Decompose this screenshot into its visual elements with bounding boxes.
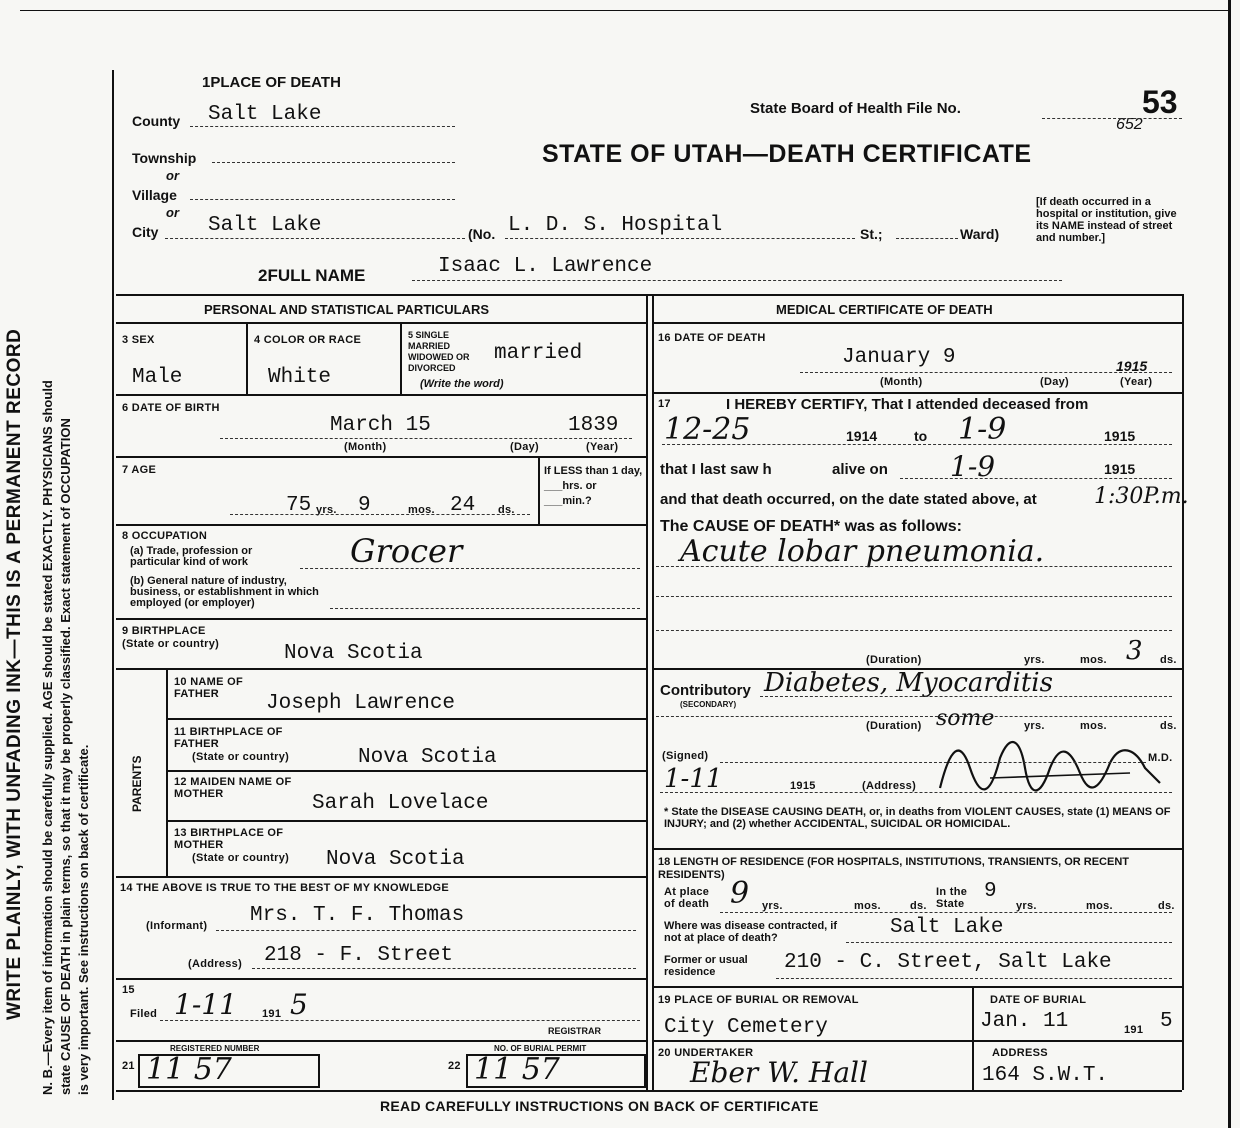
age-months: 9 (358, 494, 371, 517)
duration-ds-1: ds. (1160, 654, 1177, 666)
father-name-label: 10 NAME OF FATHER (174, 676, 244, 700)
personal-heading-rule (116, 322, 646, 324)
contracted-value: Salt Lake (890, 916, 1004, 939)
burial-place-label: 19 PLACE OF BURIAL OR REMOVAL (658, 994, 859, 1006)
cause-value: Acute lobar pneumonia. (680, 534, 1045, 569)
ward-line (896, 238, 958, 239)
sex-race-divider (246, 324, 248, 394)
contributory-line (760, 696, 1172, 697)
last-saw-text: that I last saw h (660, 461, 772, 478)
parents-divider (166, 670, 168, 876)
at-place-years: 9 (730, 876, 750, 911)
mother-birthplace-label: 13 BIRTHPLACE OF MOTHER (174, 827, 284, 851)
birthplace-label: 9 BIRTHPLACE (122, 625, 206, 637)
sex-value: Male (132, 366, 183, 389)
street-label: St.; (860, 226, 883, 242)
mother-name-label: 12 MAIDEN NAME OF MOTHER (174, 776, 292, 800)
burial-place-value: City Cemetery (664, 1016, 828, 1039)
burial-year-prefix: 191 (1124, 1024, 1144, 1036)
age-years-caption: yrs. (316, 504, 337, 516)
duration-ds-2: ds. (1160, 720, 1177, 732)
personal-heading: PERSONAL AND STATISTICAL PARTICULARS (204, 302, 490, 317)
right-border (1228, 0, 1231, 1128)
age-days-caption: ds. (498, 504, 515, 516)
permanent-record-notice: WRITE PLAINLY, WITH UNFADING INK—THIS IS A PERMANENT RECORD (4, 328, 25, 1020)
county-value: Salt Lake (208, 103, 322, 126)
med-rule-3 (652, 848, 1182, 850)
death-time: 1:30P.m. (1094, 484, 1189, 509)
age-label: 7 AGE (122, 464, 157, 476)
physician-signature (930, 728, 1173, 798)
dob-month-day: March 15 (330, 414, 431, 437)
dob-day-caption: (Day) (510, 441, 540, 453)
center-divider (646, 294, 648, 1090)
filed-year: 5 (290, 988, 308, 1021)
signed-label: (Signed) (662, 750, 709, 762)
attended-to-year: 1915 (1104, 428, 1136, 444)
row-rule-9 (116, 876, 646, 878)
in-state-mos-caption: mos. (1086, 900, 1113, 912)
informant-heading: 14 THE ABOVE IS TRUE TO THE BEST OF MY KNOWLEDGE (120, 882, 449, 894)
contributory-line-2 (656, 716, 1172, 717)
contracted-label: Where was disease contracted, if not at place of death? (664, 920, 838, 944)
date-of-death-line (800, 372, 1172, 373)
burial-year-value: 5 (1160, 1010, 1173, 1033)
burial-date-value: Jan. 11 (980, 1010, 1069, 1033)
attended-line (662, 444, 1172, 445)
informant-value: Mrs. T. F. Thomas (250, 904, 465, 927)
occupation-a: (a) Trade, profession or particular kind of work (130, 545, 253, 568)
last-saw-year: 1915 (1104, 461, 1136, 477)
mother-name-value: Sarah Lovelace (312, 792, 489, 815)
certify-text: I HEREBY CERTIFY, That I attended deceased from (726, 396, 1089, 413)
mother-birthplace-sub: (State or country) (192, 852, 290, 864)
full-name-label: 2FULL NAME (258, 266, 366, 285)
dod-year-caption: (Year) (1120, 376, 1153, 388)
occupation-label: 8 OCCUPATION (122, 530, 208, 542)
footer-instructions: READ CAREFULLY INSTRUCTIONS ON BACK OF CERTIFICATE (380, 1098, 819, 1114)
father-name-value: Joseph Lawrence (266, 692, 456, 715)
occupation-line-b (330, 608, 640, 609)
burial-permit-label: NO. OF BURIAL PERMIT (494, 1044, 587, 1053)
attended-from-year: 1914 (846, 428, 878, 444)
sex-label: 3 SEX (122, 334, 155, 346)
mother-birthplace-value: Nova Scotia (326, 848, 465, 871)
top-border (20, 10, 1230, 11)
date-of-death-year: 1915 (1116, 358, 1148, 374)
or-label-2: or (166, 205, 179, 220)
informant-address-value: 218 - F. Street (264, 944, 454, 967)
in-state-ds-caption: ds. (1158, 900, 1175, 912)
secondary-label: (SECONDARY) (680, 700, 737, 709)
duration-months-value: 3 (1126, 636, 1143, 666)
date-of-death-value: January 9 (842, 346, 956, 369)
signed-address-label: (Address) (862, 780, 917, 792)
signed-address-line (660, 792, 1172, 793)
or-label-1: or (166, 168, 179, 183)
duration-yrs-2: yrs. (1024, 720, 1045, 732)
informant-address-label: (Address) (188, 958, 243, 970)
duration-label-1: (Duration) (866, 654, 922, 666)
cause-line-2 (656, 596, 1172, 597)
dob-month-caption: (Month) (344, 441, 387, 453)
city-line (165, 238, 465, 239)
row-rule-7 (168, 770, 646, 772)
file-number-sub: 652 (1116, 116, 1143, 133)
main-top-rule (116, 294, 1182, 296)
father-birthplace-value: Nova Scotia (358, 746, 497, 769)
ward-label: Ward) (960, 226, 1000, 242)
in-state-yrs-caption: yrs. (1016, 900, 1037, 912)
md-label: M.D. (1148, 752, 1173, 764)
street-no-label: (No. (468, 226, 496, 242)
city-value: Salt Lake (208, 214, 322, 237)
age-years: 75 (286, 494, 312, 517)
occupation-value: Grocer (350, 532, 463, 570)
undertaker-address-label: ADDRESS (992, 1047, 1048, 1059)
medical-heading: MEDICAL CERTIFICATE OF DEATH (776, 302, 993, 317)
side-note-line-3: is very important. See instructions on back of certificate. (76, 744, 91, 1095)
physician-signature-graphic (930, 728, 1173, 798)
former-residence-line (776, 978, 1172, 979)
race-value: White (268, 366, 332, 389)
contracted-line (846, 942, 1172, 943)
county-line (190, 126, 455, 127)
undertaker-label: 20 UNDERTAKER (658, 1047, 754, 1059)
city-label: City (132, 224, 159, 240)
less-than-day: If LESS than 1 day, ___hrs. or ___min.? (544, 465, 643, 507)
row-rule-10 (116, 978, 646, 980)
residence-label: 18 LENGTH OF RESIDENCE (FOR HOSPITALS, INSTITUTIONS, TRANSIENTS, OR RECENT RESIDENTS) (658, 856, 1129, 881)
village-line (190, 199, 455, 200)
last-saw-mid: alive on (832, 461, 888, 478)
signed-line (720, 762, 1146, 763)
age-divider (538, 458, 540, 524)
cause-instruction-note: * State the DISEASE CAUSING DEATH, or, in deaths from VIOLENT CAUSES, state (1) MEANS OF INJURY; and (2) whether ACCIDENTAL, SUICIDAL OR HOMICIDAL. (664, 806, 1171, 830)
dob-year: 1839 (568, 414, 619, 437)
undertaker-address-value: 164 S.W.T. (982, 1064, 1109, 1087)
burial-permit-box: 22 (448, 1060, 461, 1072)
signed-date: 1-11 (664, 764, 723, 794)
race-label: 4 COLOR OR RACE (254, 334, 362, 346)
last-saw-date: 1-9 (950, 450, 996, 483)
marital-label: 5 SINGLE MARRIED WIDOWED OR DIVORCED (408, 330, 470, 373)
filed-line (160, 1020, 640, 1021)
father-birthplace-label: 11 BIRTHPLACE OF FATHER (174, 726, 283, 750)
occupation-b: (b) General nature of industry, business, or establishment in which employed (or employer) (130, 575, 319, 609)
township-label: Township (132, 150, 197, 166)
left-border (112, 70, 114, 1100)
last-saw-line (900, 478, 1172, 479)
med-rule-4 (652, 986, 1182, 988)
duration-mos-2: mos. (1080, 720, 1107, 732)
med-rule-5 (652, 1040, 1182, 1042)
former-residence-label: Former or usual residence (664, 954, 748, 978)
duration-mos-1: mos. (1080, 654, 1107, 666)
undertaker-value: Eber W. Hall (690, 1056, 868, 1089)
former-residence-value: 210 - C. Street, Salt Lake (784, 951, 1112, 974)
dob-year-caption: (Year) (586, 441, 619, 453)
cause-line-1 (656, 566, 1172, 567)
filed-label: Filed (130, 1008, 158, 1020)
dob-label: 6 DATE OF BIRTH (122, 402, 220, 414)
duration-2-value: some (936, 706, 995, 731)
dob-line (220, 438, 632, 439)
center-divider-2 (652, 294, 654, 1090)
registered-number-label: REGISTERED NUMBER (170, 1044, 260, 1053)
birthplace-sub: (State or country) (122, 638, 220, 650)
bottom-rule (116, 1090, 1182, 1092)
in-state-label: In the State (936, 886, 968, 910)
dod-day-caption: (Day) (1040, 376, 1070, 388)
attended-to-label: to (914, 428, 928, 444)
parents-label: PARENTS (130, 755, 144, 812)
row-rule-6 (168, 718, 646, 720)
contributory-value: Diabetes, Myocarditis (764, 668, 1053, 698)
date-of-death-label: 16 DATE OF DEATH (658, 332, 766, 344)
duration-yrs-1: yrs. (1024, 654, 1045, 666)
file-number-value: 53 (1142, 84, 1178, 120)
row-rule-1 (116, 394, 646, 396)
attended-from: 12-25 (664, 412, 751, 447)
township-line (212, 162, 455, 163)
hospital-note: [If death occurred in a hospital or institution, give its NAME instead of street and number.] (1036, 196, 1177, 244)
informant-label: (Informant) (146, 920, 208, 932)
side-note-line-1: N. B.—Every item of information should be carefully supplied. AGE should be stated EXACTLY. PHYSICIANS should (40, 380, 55, 1095)
father-birthplace-sub: (State or country) (192, 751, 290, 763)
filed-date: 1-11 (174, 988, 237, 1021)
certificate-title: STATE OF UTAH—DEATH CERTIFICATE (542, 140, 1032, 168)
registered-number-value: 11 57 (146, 1052, 232, 1087)
informant-address-line (252, 968, 636, 969)
medical-heading-rule (652, 322, 1182, 324)
row-rule-11 (116, 1040, 646, 1042)
marital-value: married (494, 342, 583, 365)
age-months-caption: mos. (408, 504, 435, 516)
cause-line-3 (656, 630, 1172, 631)
side-note-line-2: state CAUSE OF DEATH in plain terms, so that it may be properly classified. Exact statement of OCCUPATION (58, 418, 73, 1095)
right-rule (1182, 294, 1184, 1090)
row-rule-3 (116, 524, 646, 526)
hospital-value: L. D. S. Hospital (508, 214, 723, 237)
age-days: 24 (450, 494, 476, 517)
row-rule-2 (116, 456, 646, 458)
file-number-label: State Board of Health File No. (750, 100, 961, 117)
marital-note: (Write the word) (420, 378, 504, 390)
informant-line (216, 930, 636, 931)
full-name-line (412, 280, 1062, 281)
occupation-line-a (300, 568, 640, 569)
registered-number-box: 21 (122, 1060, 135, 1072)
at-place-yrs-caption: yrs. (762, 900, 783, 912)
duration-label-2: (Duration) (866, 720, 922, 732)
age-line (230, 514, 530, 515)
file-number-line (1042, 118, 1182, 119)
race-marital-divider (400, 324, 402, 394)
row-rule-4 (116, 618, 646, 620)
residence-line (720, 912, 1172, 913)
contributory-label: Contributory (660, 682, 751, 699)
dod-month-caption: (Month) (880, 376, 923, 388)
hospital-line (505, 238, 855, 239)
at-place-label: At place of death (664, 886, 710, 910)
attended-to: 1-9 (958, 412, 1007, 447)
row-rule-8 (168, 820, 646, 822)
at-place-mos-caption: mos. (854, 900, 881, 912)
row-rule-5 (116, 668, 646, 670)
cause-label: The CAUSE OF DEATH* was as follows: (660, 518, 962, 535)
med-rule-1 (652, 392, 1182, 394)
certify-number: 17 (658, 398, 671, 410)
filed-year-prefix: 191 (262, 1008, 282, 1020)
village-label: Village (132, 187, 177, 203)
filed-number: 15 (122, 984, 135, 996)
at-place-ds-caption: ds. (910, 900, 927, 912)
in-state-years: 9 (984, 880, 997, 903)
birthplace-value: Nova Scotia (284, 642, 423, 665)
full-name-value: Isaac L. Lawrence (438, 255, 653, 278)
death-occurred-text: and that death occurred, on the date stated above, at (660, 491, 1037, 508)
burial-date-label: DATE OF BURIAL (990, 994, 1087, 1006)
signed-year: 1915 (790, 780, 816, 792)
registrar-label: REGISTRAR (548, 1026, 602, 1036)
burial-permit-value: 11 57 (474, 1052, 560, 1087)
county-label: County (132, 113, 181, 129)
place-of-death-label: 1PLACE OF DEATH (202, 74, 341, 91)
